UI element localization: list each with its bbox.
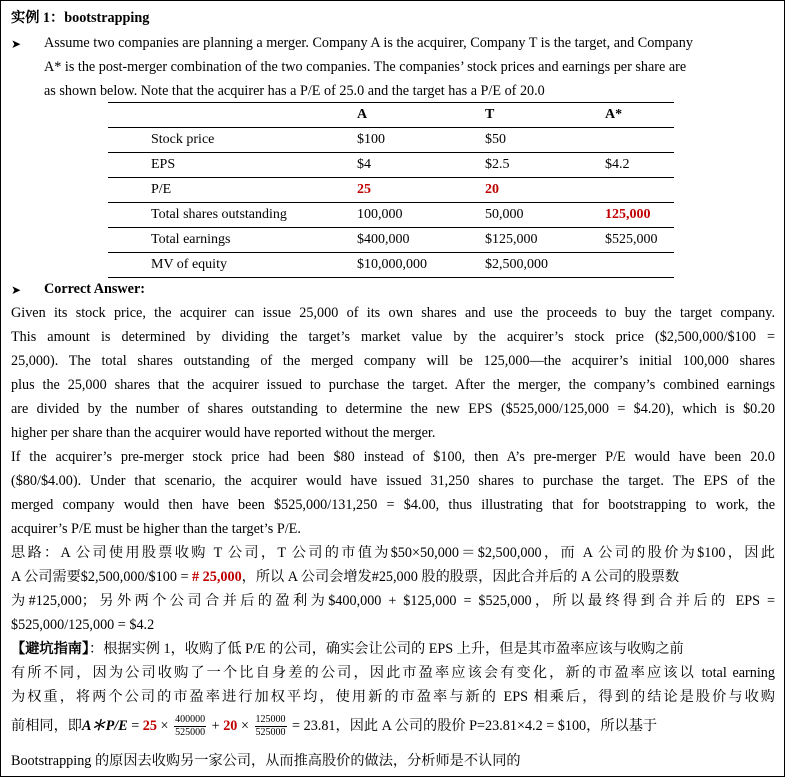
formula-25: 25 [142,718,157,734]
cell-astar: $4.2 [605,157,630,172]
cell-a: $4 [357,157,371,172]
table-row [108,253,674,278]
cell-astar [605,253,674,278]
idea-highlight-25000: # 25,000 [192,569,242,585]
intro-line-1: Assume two companies are planning a merger. Company A is the acquirer, Company T is the target, and Company [44,35,693,51]
row-label: Stock price [151,132,215,147]
answer-line-5: are divided by the number of shares outstanding to determine the new EPS ($525,000/125,000 = $4.20), which is $0.20 [11,401,775,417]
table-header-astar: A* [605,107,623,122]
cell-t: 20 [485,182,499,197]
answer-line-10: acquirer’s P/E must be higher than the target’s P/E. [11,521,301,537]
cell-a: 100,000 [357,207,403,222]
idea-line-4: $525,000/125,000 = $4.2 [11,617,155,633]
pitfall-line-4: 前相同，即A＊P/E = 25 × $\frac{400000}{525000}$ + 20 × $\frac{125000}{525000}$ = 23.81，因此 A 公司的股价 P=23.81×4.2 = $100，所以基于 [11,714,658,739]
cell-a: 25 [357,182,371,197]
pitfall-line-5: Bootstrapping 的原因去收购另一家公司，从而推高股价的做法，分析师是不认同的 [11,753,521,769]
row-label: P/E [151,182,172,197]
idea-line-3: 为#125,000；另外两个公司合并后的盈利为$400,000 + $125,000 = $525,000，所以最终得到合并后的 EPS = [11,593,775,609]
fraction-1: $\frac{400000}{525000}$ [175,714,206,739]
table-row [108,128,674,153]
table-header-t: T [485,107,495,122]
bullet-arrow-icon: ➤ [11,37,22,51]
cell-astar: 125,000 [605,207,651,222]
cell-t: 50,000 [485,207,524,222]
row-label: EPS [151,157,176,172]
answer-line-8: ($80/$4.00). Under that scenario, the acquirer would have issued 31,250 shares to purchase the target. The EPS of the [11,473,775,489]
table-row [108,153,674,178]
cell-t: $2,500,000 [485,257,548,272]
intro-line-2: A* is the post-merger combination of the two companies. The companies’ stock prices and earnings per share are [44,59,687,75]
cell-t: $2.5 [485,157,510,172]
merger-data-table [108,102,674,278]
table-header-blank [151,103,357,128]
table-header-a: A [357,107,368,122]
answer-heading: Correct Answer: [44,281,145,297]
cell-astar: $525,000 [605,232,658,247]
fraction-2: $\frac{125000}{525000}$ [255,714,286,739]
table-header-row [108,103,674,128]
answer-line-6: higher per share than the acquirer would have reported without the merger. [11,425,436,441]
cell-a: $400,000 [357,232,410,247]
table-row [108,228,674,253]
table-row [108,178,674,203]
table-row [108,203,674,228]
cell-t: $125,000 [485,232,538,247]
row-label: MV of equity [151,257,227,272]
answer-line-3: 25,000). The total shares outstanding of the merged company will be 125,000—the acquirer’s initial 100,000 shares [11,353,775,369]
cell-a: $100 [357,132,385,147]
intro-line-3: as shown below. Note that the acquirer has a P/E of 25.0 and the target has a P/E of 20.0 [44,83,545,99]
answer-line-1: Given its stock price, the acquirer can issue 25,000 of its own shares and use the proceeds to buy the target company. [11,305,775,321]
answer-line-2: This amount is determined by dividing the target’s market value by the acquirer’s stock price ($2,500,000/$100 = [11,329,775,345]
pitfall-line-2: 有所不同，因为公司收购了一个比自身差的公司，因此市盈率应该会有变化，新的市盈率应该以 total earning [11,665,775,681]
cell-astar [605,128,674,153]
cell-a: $10,000,000 [357,257,427,272]
cell-astar [605,178,674,203]
answer-line-9: merged company would then have been $525,000/131,250 = $4.00, thus illustrating that for bootstrapping to work, the [11,497,775,513]
row-label: Total shares outstanding [151,207,287,222]
idea-line-2: A 公司需要$2,500,000/$100 = # 25,000，所以 A 公司会增发#25,000 股的股票，因此合并后的 A 公司的股票数 [11,569,680,585]
example-title: 实例 1：bootstrapping [11,10,150,26]
row-label: Total earnings [151,232,231,247]
answer-line-7: If the acquirer’s pre-merger stock price had been $80 instead of $100, then A’s pre-merger P/E would have been 20.0 [11,449,775,465]
pitfall-line-3: 为权重，将两个公司的市盈率进行加权平均，使用新的市盈率与新的 EPS 相乘后，得到的结论是股价与收购 [11,689,775,705]
answer-line-4: plus the 25,000 shares that the acquirer issued to purchase the target. After the merger, the company’s combined earnings [11,377,775,393]
formula-lhs: A＊P/E [81,718,128,734]
pitfall-line-1: 【避坑指南】：根据实例 1，收购了低 P/E 的公司，确实会让公司的 EPS 上升，但是其市盈率应该与收购之前 [11,641,684,657]
formula-20: 20 [223,718,238,734]
cell-t: $50 [485,132,506,147]
idea-line-1: 思路：A 公司使用股票收购 T 公司，T 公司的市值为$50×50,000＝$2,500,000，而 A 公司的股价为$100，因此 [11,545,775,561]
bullet-arrow-icon: ➤ [11,283,22,297]
pitfall-label: 【避坑指南】 [11,641,90,657]
